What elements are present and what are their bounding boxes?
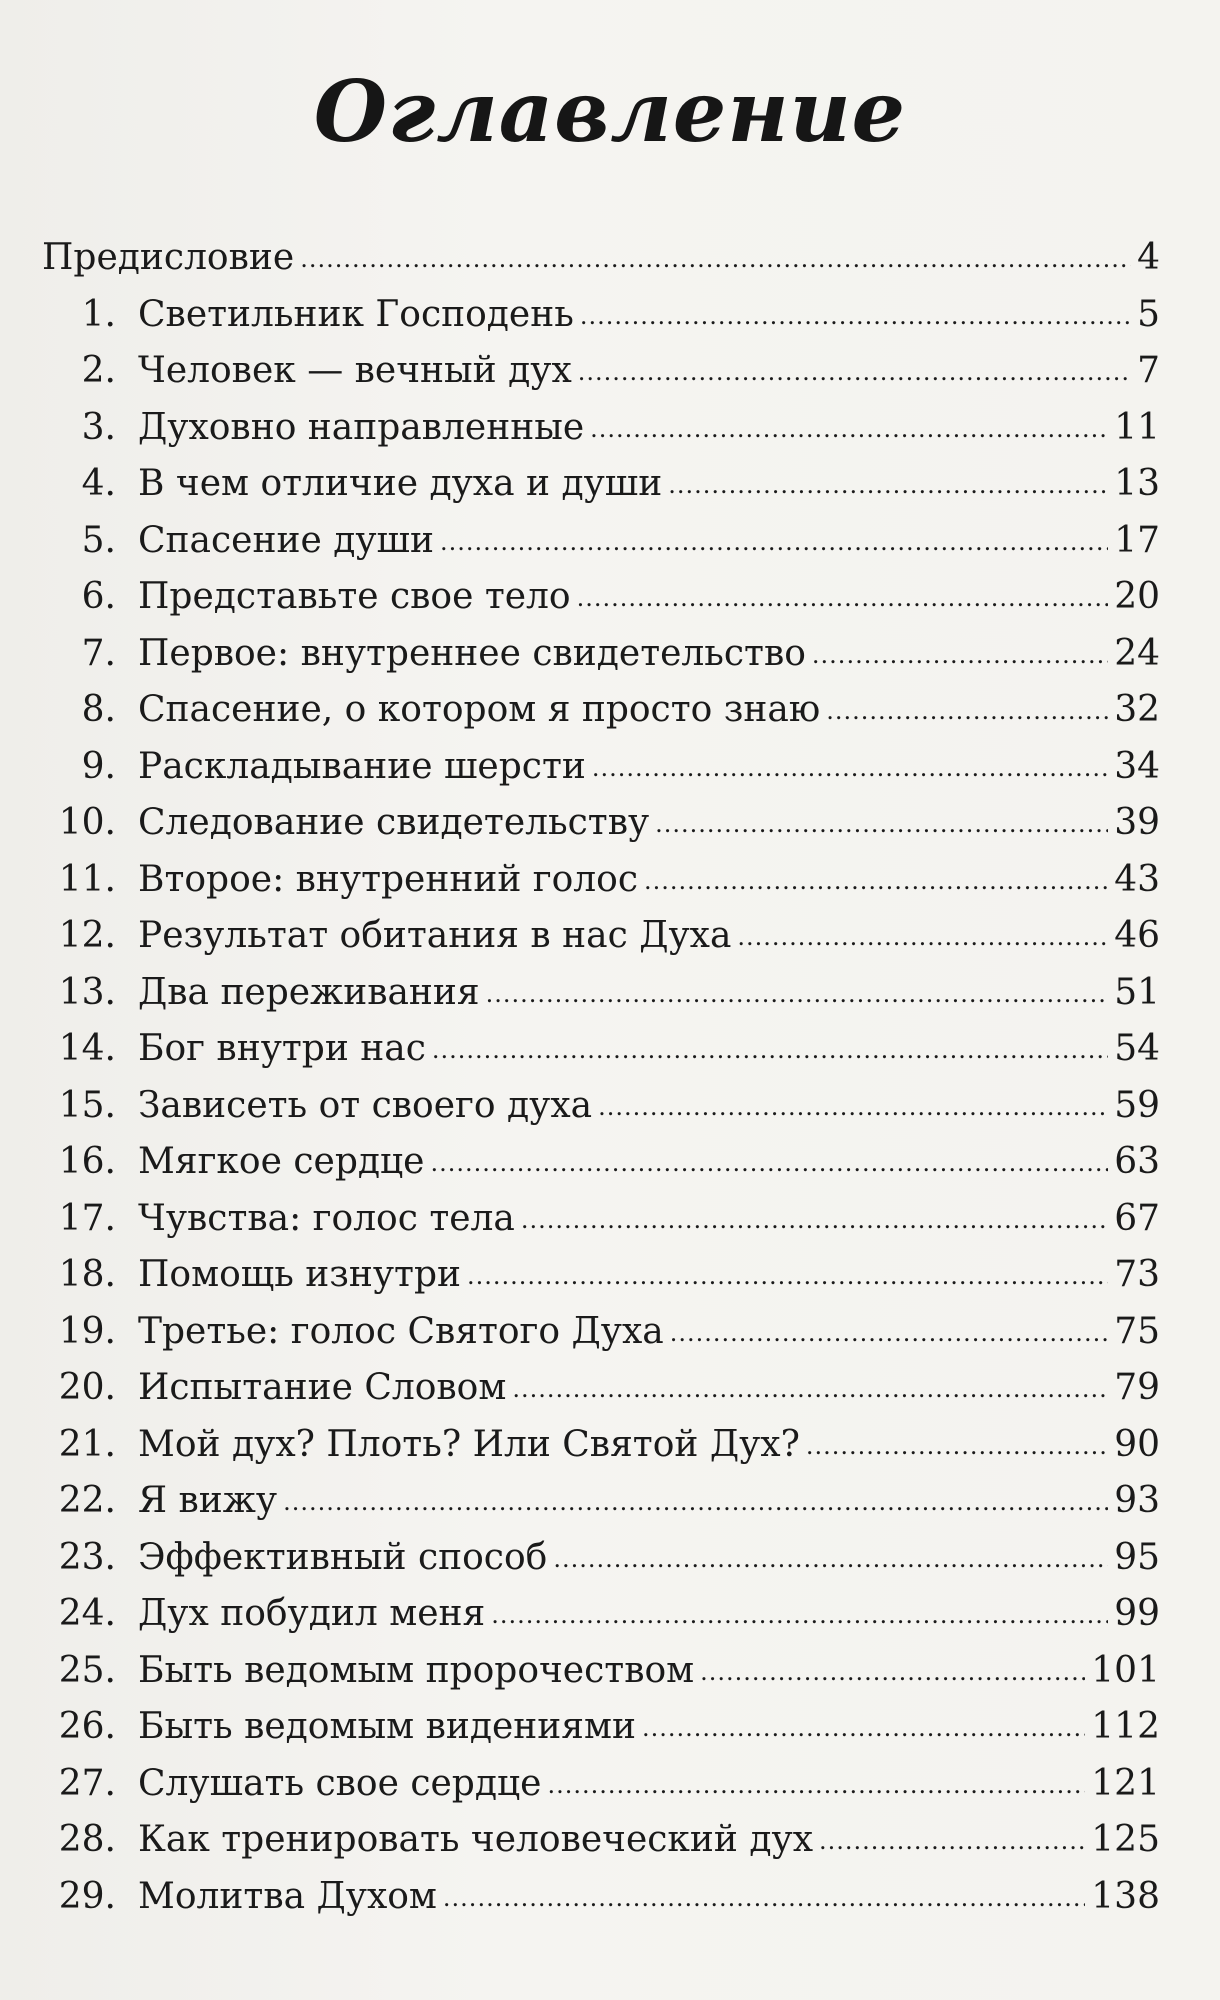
- toc-entry-number: 19.: [58, 1310, 116, 1352]
- dot-leader: [467, 1245, 1108, 1305]
- toc-entry: [42, 1021, 1160, 1078]
- dot-leader: [578, 341, 1131, 401]
- toc-entry-title: Как тренировать человеческий дух: [138, 1819, 813, 1860]
- dot-leader: [590, 398, 1108, 458]
- toc-entry: [42, 626, 1160, 683]
- toc-entry-number: 29.: [58, 1875, 116, 1917]
- toc-entry: [42, 1247, 1160, 1304]
- toc-entry-number: 24.: [58, 1593, 116, 1634]
- dot-leader: [440, 511, 1108, 571]
- toc-entry-number: 2.: [81, 350, 116, 391]
- toc-entry-title: Духовно направленные: [138, 406, 585, 448]
- toc-entry-number: 22.: [58, 1480, 116, 1521]
- toc-entry: [42, 682, 1160, 739]
- dot-leader: [670, 1302, 1108, 1362]
- toc-entry-number: 8.: [81, 689, 116, 730]
- dot-leader: [580, 285, 1131, 345]
- toc-entry-number: 12.: [58, 915, 116, 956]
- toc-entry-title: Мягкое сердце: [138, 1141, 425, 1182]
- toc-entry-title: Быть ведомым пророчеством: [138, 1649, 695, 1691]
- toc-entry: [42, 852, 1160, 909]
- dot-leader: [283, 1471, 1108, 1531]
- dot-leader: [598, 1076, 1108, 1136]
- toc-entry: [42, 1134, 1160, 1191]
- toc-entry: [42, 1586, 1160, 1643]
- toc-entry-page: 43: [1114, 858, 1160, 900]
- toc-entry: [42, 908, 1160, 965]
- dot-leader: [491, 1584, 1108, 1644]
- toc-entry-number: 20.: [58, 1367, 116, 1408]
- toc-entry-number: 10.: [58, 802, 116, 843]
- toc-entry: [42, 1530, 1160, 1587]
- dot-leader: [737, 906, 1108, 966]
- toc-entry-page: 75: [1114, 1310, 1160, 1352]
- toc-entry-title: Раскладывание шерсти: [138, 745, 586, 787]
- toc-entry: [42, 400, 1160, 457]
- toc-entry-page: 73: [1114, 1254, 1160, 1295]
- toc-entry-title: Следование свидетельству: [138, 802, 650, 843]
- toc-entry-page: 7: [1137, 350, 1160, 391]
- toc-entry-page: 20: [1114, 576, 1160, 617]
- toc-entry-number: 6.: [81, 576, 116, 617]
- toc-entry-page: 125: [1091, 1819, 1160, 1860]
- toc-entry-page: 34: [1114, 745, 1160, 787]
- dot-leader: [431, 1132, 1109, 1192]
- toc-entry-number: 15.: [58, 1084, 116, 1126]
- toc-entry-number: 17.: [58, 1197, 116, 1239]
- toc-entry-page: 79: [1114, 1367, 1160, 1408]
- dot-leader: [700, 1641, 1085, 1701]
- toc-entry-title: Спасение души: [138, 519, 435, 561]
- toc-entry-title: Светильник Господень: [138, 293, 574, 335]
- toc-entry-number: 5.: [81, 519, 116, 561]
- toc-entry-title: Человек — вечный дух: [138, 350, 572, 391]
- toc-entry-page: 51: [1114, 971, 1160, 1013]
- toc-entry: [42, 513, 1160, 570]
- toc-entry-page: 121: [1091, 1762, 1160, 1804]
- dot-leader: [553, 1528, 1108, 1588]
- table-of-contents: [42, 230, 1160, 1925]
- dot-leader: [812, 624, 1108, 684]
- toc-entry-title: Третье: голос Святого Духа: [138, 1310, 664, 1352]
- toc-entry-number: 21.: [58, 1423, 116, 1465]
- dot-leader: [642, 1697, 1085, 1757]
- toc-entry-page: 93: [1114, 1480, 1160, 1521]
- toc-entry: [42, 1643, 1160, 1700]
- toc-entry-title: Слушать свое сердце: [138, 1762, 542, 1804]
- toc-entry-number: 16.: [58, 1141, 116, 1182]
- toc-entry-number: 13.: [58, 971, 116, 1013]
- toc-entry-title: Эффективный способ: [138, 1536, 548, 1578]
- dot-leader: [819, 1810, 1085, 1870]
- toc-entry: [42, 1812, 1160, 1869]
- toc-entry-title: Представьте свое тело: [138, 576, 571, 617]
- toc-entry-number: 26.: [58, 1706, 116, 1747]
- toc-entry-page: 17: [1114, 519, 1160, 561]
- toc-entry-number: 18.: [58, 1254, 116, 1295]
- dot-leader: [512, 1358, 1108, 1418]
- toc-entry-title: Второе: внутренний голос: [138, 858, 639, 900]
- toc-entry-title: Дух побудил меня: [138, 1593, 486, 1634]
- dot-leader: [486, 963, 1109, 1023]
- toc-entry-title: Бог внутри нас: [138, 1028, 426, 1069]
- toc-entry-page: 95: [1114, 1536, 1160, 1578]
- dot-leader: [300, 228, 1131, 288]
- toc-entry-title: Молитва Духом: [138, 1875, 437, 1917]
- toc-entry: [42, 569, 1160, 626]
- toc-entry-page: 67: [1114, 1197, 1160, 1239]
- toc-entry-title: Испытание Словом: [138, 1367, 507, 1408]
- toc-entry-title: Первое: внутреннее свидетельство: [138, 632, 806, 674]
- toc-entry: [42, 456, 1160, 513]
- toc-entry-preface: [42, 230, 1160, 287]
- toc-entry-title: Чувства: голос тела: [138, 1197, 515, 1239]
- toc-entry-title: В чем отличие духа и души: [138, 463, 663, 504]
- toc-entry-title: Зависеть от своего духа: [138, 1084, 593, 1126]
- toc-entry: [42, 1756, 1160, 1813]
- dot-leader: [432, 1019, 1108, 1079]
- toc-entry-title: Спасение, о котором я просто знаю: [138, 689, 821, 730]
- toc-entry-page: 59: [1114, 1084, 1160, 1126]
- toc-entry-page: 11: [1114, 406, 1160, 448]
- toc-entry-page: 32: [1114, 689, 1160, 730]
- toc-entry-number: 25.: [58, 1649, 116, 1691]
- toc-entry: [42, 1473, 1160, 1530]
- toc-entry-page: 4: [1137, 237, 1160, 278]
- toc-entry: [42, 343, 1160, 400]
- dot-leader: [655, 793, 1108, 853]
- toc-entry: [42, 1191, 1160, 1248]
- toc-entry: [42, 1078, 1160, 1135]
- toc-entry-page: 138: [1091, 1875, 1160, 1917]
- toc-entry: [42, 795, 1160, 852]
- toc-entry-page: 5: [1137, 293, 1160, 335]
- toc-entry-number: 4.: [81, 463, 116, 504]
- dot-leader: [668, 454, 1108, 514]
- toc-entry-number: 28.: [58, 1819, 116, 1860]
- toc-entry-page: 90: [1114, 1423, 1160, 1465]
- toc-entry: [42, 965, 1160, 1022]
- toc-entry-title: Помощь изнутри: [138, 1254, 462, 1295]
- toc-entry-title: Я вижу: [138, 1480, 278, 1521]
- toc-entry-number: 9.: [81, 745, 116, 787]
- dot-leader: [644, 850, 1108, 910]
- toc-entry-page: 13: [1114, 463, 1160, 504]
- toc-entry: [42, 1417, 1160, 1474]
- toc-entry-title: Результат обитания в нас Духа: [138, 915, 732, 956]
- toc-entry-page: 39: [1114, 802, 1160, 843]
- toc-entry-title: Быть ведомым видениями: [138, 1706, 637, 1747]
- dot-leader: [577, 567, 1109, 627]
- dot-leader: [592, 737, 1108, 797]
- toc-entry: [42, 1304, 1160, 1361]
- toc-entry-page: 101: [1091, 1649, 1160, 1691]
- toc-entry-page: 63: [1114, 1141, 1160, 1182]
- toc-entry-page: 99: [1114, 1593, 1160, 1634]
- toc-entry-page: 24: [1114, 632, 1160, 674]
- toc-entry-page: 54: [1114, 1028, 1160, 1069]
- dot-leader: [826, 680, 1108, 740]
- toc-entry-number: 14.: [58, 1028, 116, 1069]
- dot-leader: [547, 1754, 1085, 1814]
- toc-entry: [42, 1699, 1160, 1756]
- toc-entry-number: 7.: [81, 632, 116, 674]
- toc-entry-page: 46: [1114, 915, 1160, 956]
- toc-entry: [42, 1360, 1160, 1417]
- dot-leader: [443, 1867, 1085, 1927]
- toc-entry-number: 3.: [81, 406, 116, 448]
- toc-entry: [42, 739, 1160, 796]
- toc-entry: [42, 287, 1160, 344]
- toc-entry: [42, 1869, 1160, 1926]
- toc-entry-number: 1.: [81, 293, 116, 335]
- toc-entry-title: Предисловие: [42, 237, 295, 278]
- toc-entry-number: 11.: [58, 858, 116, 900]
- toc-entry-number: 23.: [58, 1536, 116, 1578]
- toc-entry-number: 27.: [58, 1762, 116, 1804]
- toc-entry-title: Два переживания: [138, 971, 480, 1013]
- dot-leader: [806, 1415, 1108, 1475]
- toc-entry-page: 112: [1091, 1706, 1160, 1747]
- toc-entry-title: Мой дух? Плоть? Или Святой Дух?: [138, 1423, 800, 1465]
- page-title: Оглавление: [313, 62, 907, 161]
- dot-leader: [521, 1189, 1108, 1249]
